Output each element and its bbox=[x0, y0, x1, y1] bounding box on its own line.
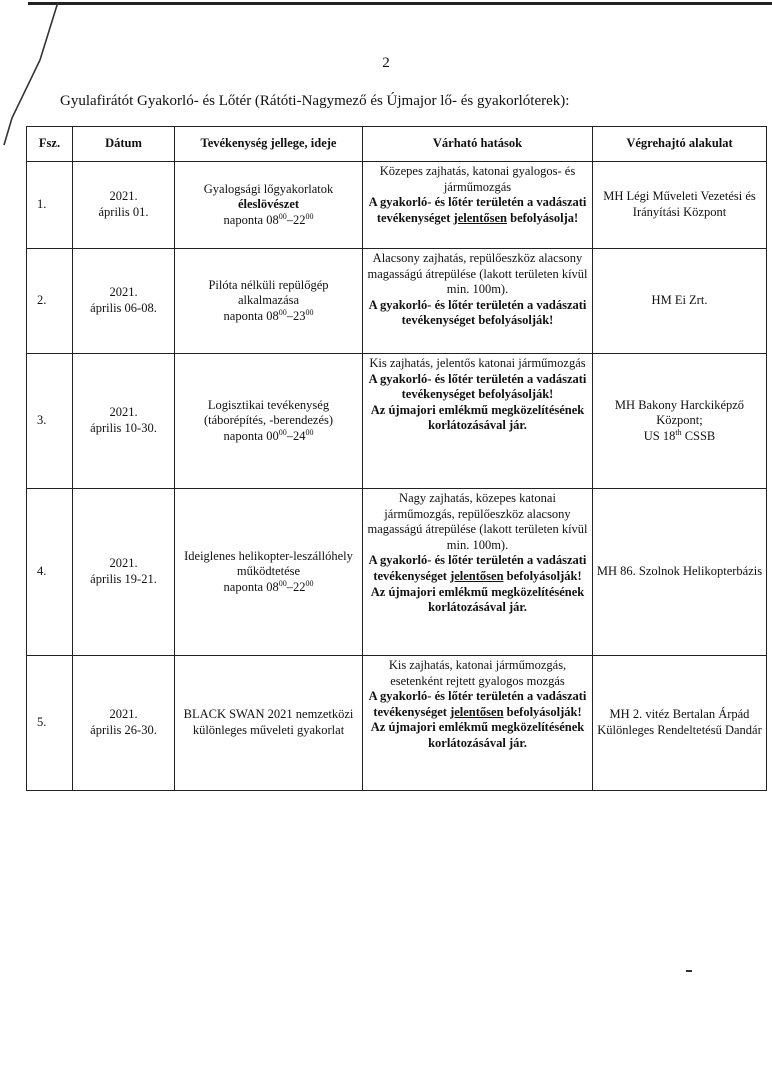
effects-warning: A gyakorló- és lőtér területén a vadászati tevékenységet jelentősen befolyásolják! bbox=[368, 689, 587, 719]
table-header-row bbox=[27, 127, 767, 162]
date-days: április 06-08. bbox=[90, 301, 157, 315]
date-year: 2021. bbox=[109, 556, 138, 571]
activity-text: Pilóta nélküli repülőgép alkalmazása bbox=[208, 277, 329, 308]
date-cell bbox=[73, 656, 175, 791]
date-year: 2021. bbox=[109, 189, 138, 204]
effects-warning: A gyakorló- és lőtér területén a vadászati tevékenységet jelentősen befolyásolja! bbox=[368, 195, 587, 225]
unit-cell: HM Ei Zrt. bbox=[593, 249, 767, 354]
col-header-effects: Várható hatások bbox=[363, 127, 593, 162]
effects-text: Közepes zajhatás, katonai gyalogos- és járműmozgás bbox=[379, 164, 576, 194]
effects-memorial-note: Az újmajori emlékmű megközelítésének korlátozásával jár. bbox=[370, 402, 585, 433]
activity-time: naponta $00^{00}-24^{00}$ bbox=[223, 427, 314, 443]
date-days: április 19-21. bbox=[90, 572, 157, 586]
table-row bbox=[27, 489, 767, 656]
effects-memorial-note: Az újmajori emlékmű megközelítésének korlátozásával jár. bbox=[370, 720, 585, 750]
activity-time: naponta $08^{00}-22^{00}$ bbox=[223, 578, 314, 594]
scan-edge-line bbox=[28, 2, 772, 5]
effects-warning: A gyakorló- és lőtér területén a vadászati tevékenységet befolyásolják! bbox=[368, 371, 587, 402]
row-number: 5. bbox=[27, 656, 73, 791]
page-number: 2 bbox=[382, 55, 390, 71]
effects-warning: A gyakorló- és lőtér területén a vadászati tevékenységet jelentősen befolyásolják! bbox=[368, 553, 587, 583]
effects-text: Kis zajhatás, katonai járműmozgás, esetenként rejtett gyalogos mozgás bbox=[388, 658, 567, 688]
date-cell bbox=[73, 249, 175, 354]
effects-cell bbox=[363, 489, 593, 656]
table-row bbox=[27, 656, 767, 791]
activity-cell bbox=[175, 354, 363, 489]
date-cell bbox=[73, 489, 175, 656]
activity-time: naponta $08^{00}-23^{00}$ bbox=[223, 307, 314, 323]
activity-time: naponta $08^{00}-22^{00}$ bbox=[223, 211, 314, 227]
activity-text-bold: éleslövészet bbox=[237, 197, 300, 212]
activity-cell bbox=[175, 249, 363, 354]
col-header-date: Dátum bbox=[73, 127, 175, 162]
date-year: 2021. bbox=[109, 707, 138, 722]
activity-cell bbox=[175, 162, 363, 249]
activity-cell: BLACK SWAN 2021 nemzetközi különleges műveleti gyakorlat bbox=[175, 656, 363, 791]
effects-memorial-note: Az újmajori emlékmű megközelítésének korlátozásával jár. bbox=[370, 584, 585, 615]
date-year: 2021. bbox=[109, 405, 138, 420]
date-cell bbox=[73, 162, 175, 249]
activity-text: Gyalogsági lőgyakorlatok bbox=[203, 181, 334, 196]
unit-cell: MH Bakony Harckiképző Központ; US 18th CSSB bbox=[593, 354, 767, 489]
effects-cell bbox=[363, 249, 593, 354]
activity-text: Logisztikai tevékenység (táborépítés, -berendezés) bbox=[203, 397, 334, 428]
table-row bbox=[27, 162, 767, 249]
date-year: 2021. bbox=[109, 285, 138, 300]
date-days: április 01. bbox=[98, 205, 149, 219]
table-row bbox=[27, 354, 767, 489]
date-days: április 26-30. bbox=[90, 723, 157, 737]
col-header-activity: Tevékenység jellege, ideje bbox=[175, 127, 363, 162]
table-row bbox=[27, 249, 767, 354]
effects-cell bbox=[363, 162, 593, 249]
row-number: 1. bbox=[27, 162, 73, 249]
date-days: április 10-30. bbox=[90, 421, 157, 435]
row-number: 2. bbox=[27, 249, 73, 354]
effects-warning: A gyakorló- és lőtér területén a vadászati tevékenységet befolyásolják! bbox=[368, 297, 587, 328]
effects-cell bbox=[363, 354, 593, 489]
activity-text: Ideiglenes helikopter-leszállóhely működtetése bbox=[184, 548, 353, 579]
col-header-fsz: Fsz. bbox=[27, 127, 73, 162]
unit-cell: MH 2. vitéz Bertalan Árpád Különleges Rendeltetésű Dandár bbox=[593, 656, 767, 791]
col-header-unit: Végrehajtó alakulat bbox=[593, 127, 767, 162]
row-number: 4. bbox=[27, 489, 73, 656]
activity-cell bbox=[175, 489, 363, 656]
effects-cell bbox=[363, 656, 593, 791]
effects-text: Alacsony zajhatás, repülőeszköz alacsony magasságú átrepülése (lakott területen kívül min. 100m). bbox=[367, 251, 588, 297]
unit-cell: MH Légi Műveleti Vezetési és Irányítási Központ bbox=[593, 162, 767, 249]
date-cell bbox=[73, 354, 175, 489]
effects-text: Nagy zajhatás, közepes katonai járműmozgás, repülőeszköz alacsony magasságú átrepülése (lakott területen kívül min. 100m). bbox=[367, 491, 588, 552]
unit-cell: MH 86. Szolnok Helikopterbázis bbox=[593, 489, 767, 656]
row-number: 3. bbox=[27, 354, 73, 489]
section-heading: Gyulafirátót Gyakorló- és Lőtér (Rátóti-Nagymező és Újmajor lő- és gyakorlóterek): bbox=[60, 93, 570, 109]
schedule-table bbox=[26, 126, 767, 791]
effects-text: Kis zajhatás, jelentős katonai járműmozgás bbox=[369, 356, 586, 370]
scan-dash-mark bbox=[686, 970, 692, 972]
